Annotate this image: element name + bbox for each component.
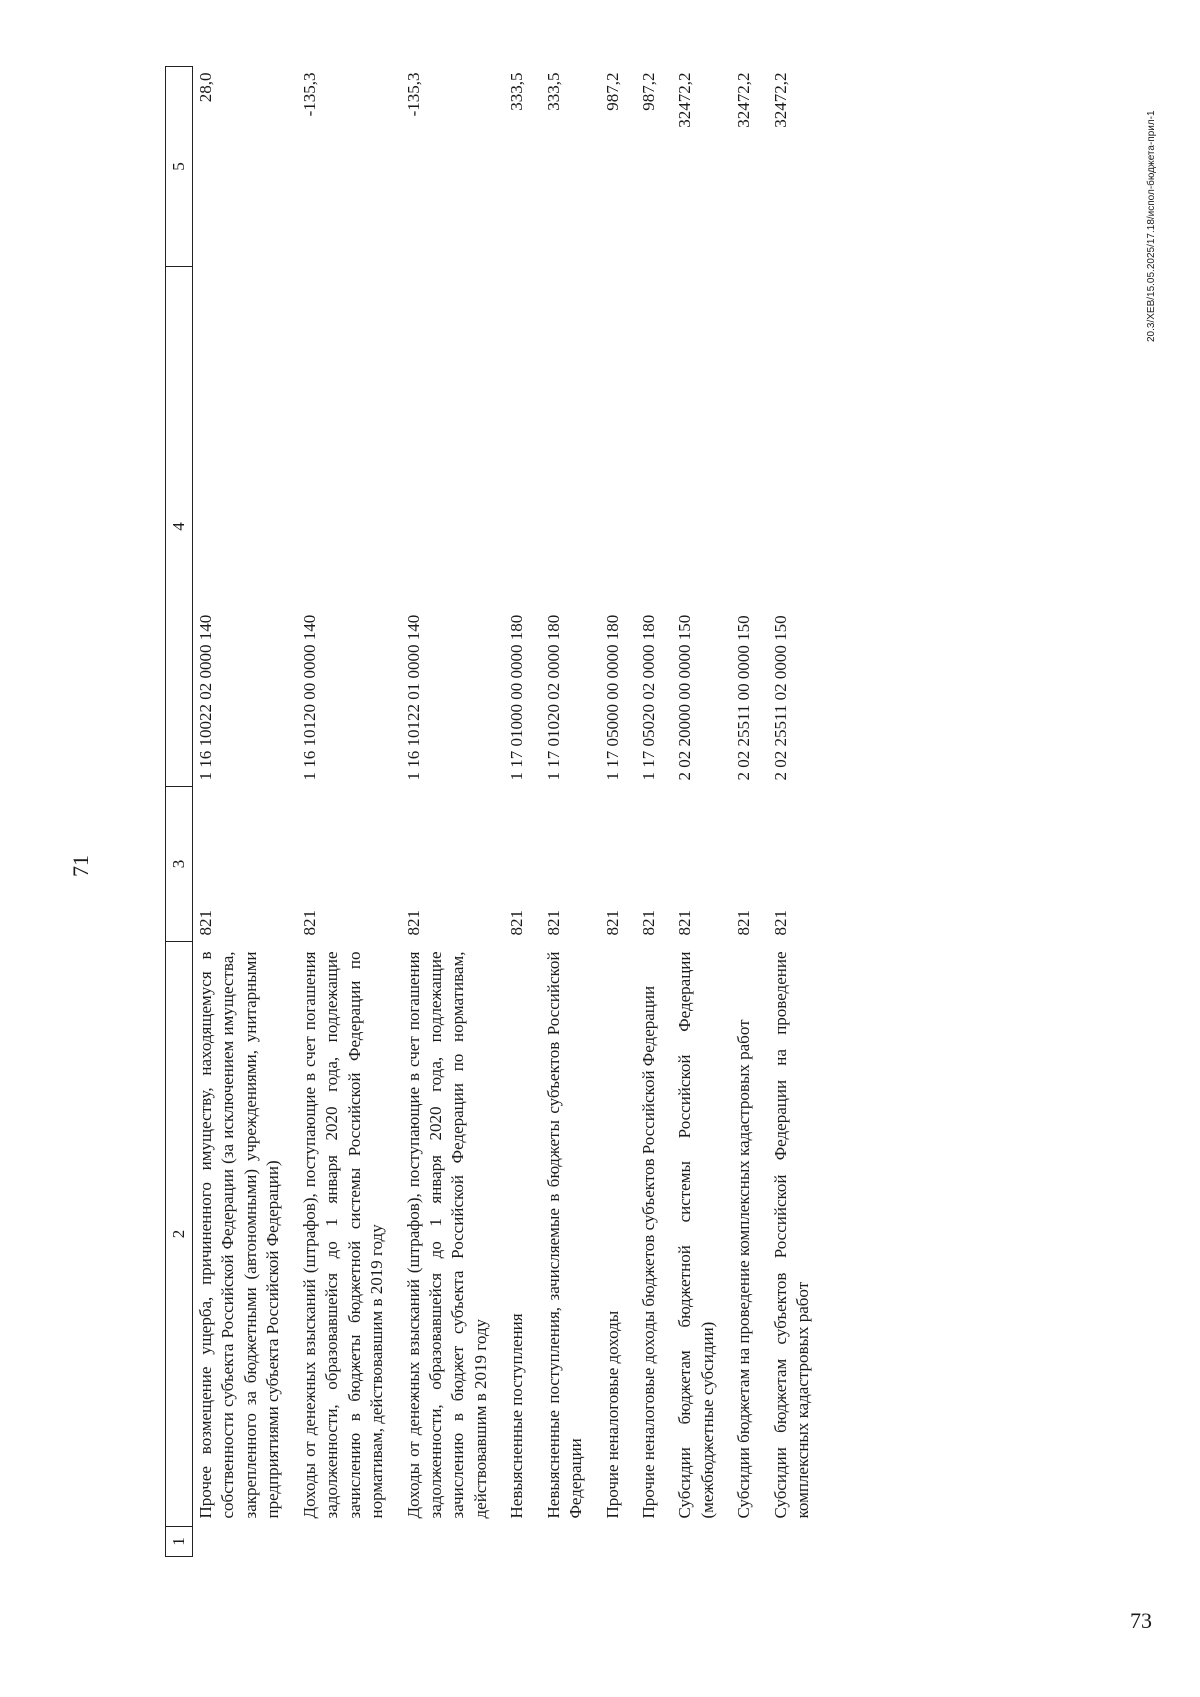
admin-code-cell: 821 [639, 910, 658, 936]
budget-classification-code-cell: 2 02 20000 00 0000 150 [675, 614, 695, 781]
amount-cell: 32472,2 [675, 72, 695, 128]
revenue-name-cell: Прочее возмещение ущерба, причиненного имуществу, находящемуся в собственности субъекта Российской Федерации (за исключением имущества, закрепленного за бюджетными (автономными) учреждениями, унитарными предприятиями субъекта Российской Федерации) [196, 951, 283, 1519]
amount-cell: 333,5 [507, 72, 527, 111]
row-index-cell [636, 1527, 672, 1557]
budget-classification-code-cell: 1 17 01020 02 0000 180 [543, 614, 563, 781]
budget-classification-code-cell: 1 17 01000 00 0000 180 [507, 614, 527, 781]
admin-code-cell: 821 [734, 910, 754, 936]
admin-code-cell: 821 [507, 910, 527, 936]
amount-cell: 987,2 [602, 72, 622, 111]
column-header-1: 1 [166, 1527, 193, 1557]
revenue-name-cell: Прочие неналоговые доходы бюджетов субъектов Российской Федерации [639, 985, 658, 1519]
amount-cell: 28,0 [196, 72, 215, 103]
table-row [297, 67, 401, 1557]
revenue-name-cell: Доходы от денежных взысканий (штрафов), поступающие в счет погашения задолженности, образовавшейся до 1 января 2020 года, подлежащие зачислению в бюджеты бюджетной системы Российской Федерации по нормативам, действовавшим в 2019 году [299, 951, 387, 1519]
table-header [166, 67, 193, 1557]
budget-classification-code-cell: 1 17 05000 00 0000 180 [602, 614, 622, 781]
column-header-3: 3 [166, 787, 193, 942]
amount-cell: 987,2 [639, 72, 658, 111]
column-header-4: 4 [166, 267, 193, 787]
admin-code-cell: 821 [770, 910, 790, 936]
budget-table-wrapper [165, 67, 827, 1557]
row-index-cell [672, 1527, 731, 1557]
table-row [600, 67, 636, 1557]
revenue-name-cell: Прочие неналоговые доходы [602, 1310, 622, 1519]
table-row [768, 67, 827, 1557]
budget-classification-code-cell: 2 02 25511 02 0000 150 [770, 615, 790, 781]
column-header-2: 2 [166, 942, 193, 1527]
admin-code-cell: 821 [602, 910, 622, 936]
row-index-cell [401, 1527, 505, 1557]
row-index-cell [541, 1527, 600, 1557]
revenue-name-cell: Субсидии бюджетам бюджетной системы Российской Федерации (межбюджетные субсидии) [675, 951, 717, 1519]
row-index-cell [768, 1527, 827, 1557]
budget-classification-code-cell: 2 02 25511 00 0000 150 [734, 615, 754, 781]
admin-code-cell: 821 [299, 910, 319, 936]
admin-code-cell: 821 [403, 910, 423, 936]
admin-code-cell: 821 [543, 910, 563, 936]
budget-classification-code-cell: 1 16 10022 02 0000 140 [196, 614, 215, 781]
page-number: 71 [68, 855, 93, 877]
budget-revenue-table [165, 66, 827, 1557]
row-index-cell [193, 1527, 297, 1557]
revenue-name-cell: Невыясненные поступления, зачисляемые в бюджеты субъектов Российской Федерации [543, 951, 586, 1519]
table-row [541, 67, 600, 1557]
column-header-5: 5 [166, 67, 193, 267]
table-row [193, 67, 297, 1557]
amount-cell: 333,5 [543, 72, 563, 111]
amount-cell: -135,3 [403, 72, 423, 117]
admin-code-cell: 821 [196, 910, 215, 936]
revenue-name-cell: Субсидии бюджетам субъектов Российской Федерации на проведение комплексных кадастровых работ [770, 951, 813, 1519]
admin-code-cell: 821 [675, 910, 695, 936]
amount-cell: 32472,2 [734, 72, 754, 128]
revenue-name-cell: Невыясненные поступления [507, 1313, 527, 1519]
budget-classification-code-cell: 1 16 10122 01 0000 140 [403, 614, 423, 781]
budget-classification-code-cell: 1 17 05020 02 0000 180 [639, 614, 658, 781]
budget-classification-code-cell: 1 16 10120 00 0000 140 [299, 614, 319, 781]
amount-cell: 32472,2 [770, 72, 790, 128]
row-index-cell [731, 1527, 767, 1557]
side-page-number: 73 [1130, 1608, 1152, 1633]
header-row [166, 67, 193, 1557]
row-index-cell [297, 1527, 401, 1557]
revenue-name-cell: Доходы от денежных взысканий (штрафов), поступающие в счет погашения задолженности, образовавшейся до 1 января 2020 года, подлежащие зачислению в бюджет субъекта Российской Федерации по нормативам, действовавшим в 2019 году [403, 951, 490, 1519]
row-index-cell [600, 1527, 636, 1557]
revenue-name-cell: Субсидии бюджетам на проведение комплексных кадастровых работ [734, 1019, 754, 1519]
table-row [636, 67, 672, 1557]
footer-note: 20.3/ХЕВ/15.05.2025/17.18/испол-бюджета-прил-1 [1146, 110, 1157, 342]
table-body [193, 67, 827, 1557]
table-row [401, 67, 505, 1557]
amount-cell: -135,3 [299, 72, 319, 117]
table-row [672, 67, 731, 1557]
table-row [504, 67, 540, 1557]
table-row [731, 67, 767, 1557]
row-index-cell [504, 1527, 540, 1557]
